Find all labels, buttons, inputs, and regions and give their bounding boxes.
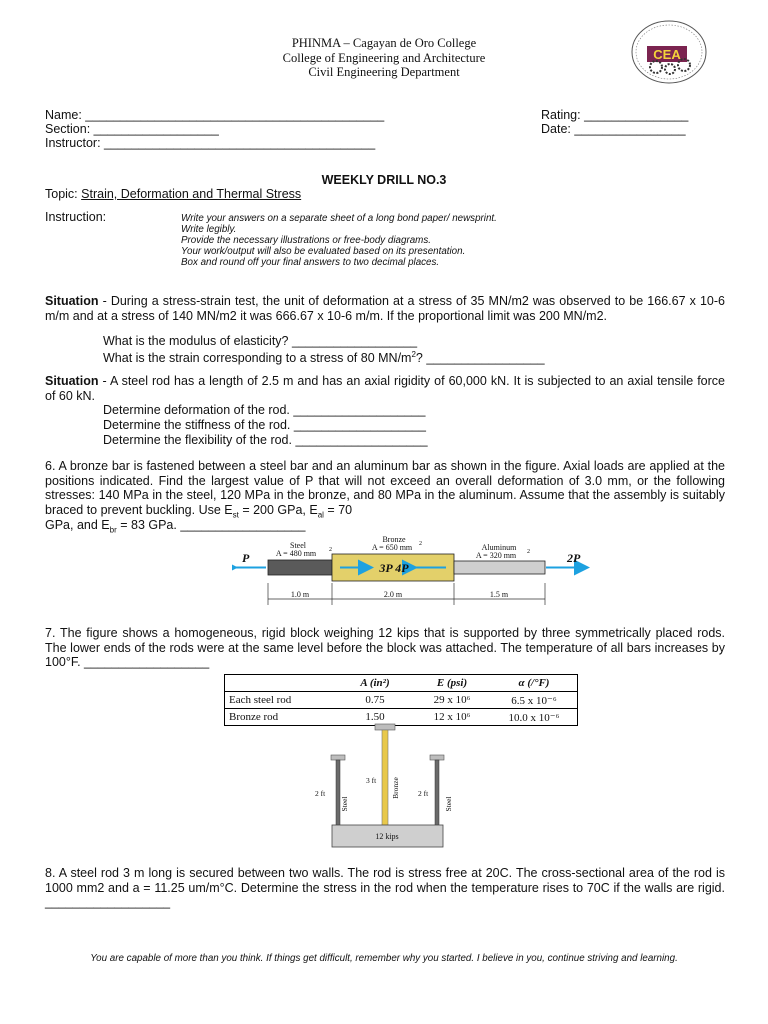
situation-label: Situation [45,374,99,388]
situation-2-body: - A steel rod has a length of 2.5 m and has an axial rigidity of 60,000 kN. It is subjected to an axial tensile force of 60 kN. [45,374,725,403]
drill-title: WEEKLY DRILL NO.3 [321,173,447,187]
instruction-item: Your work/output will also be evaluated based on its presentation. [181,246,466,257]
aluminum-area: A = 320 mm [475,551,517,560]
load-p-label: P [242,551,250,565]
situation-2-q3: Determine the flexibility of the rod. ___________________ [103,433,428,447]
steel-area-sup: 2 [329,547,332,553]
instruction-label: Instruction: [45,210,107,224]
table-header [225,675,338,692]
table-cell: 12 x 10⁶ [433,711,471,723]
q2-text: What is the strain corresponding to a stress of 80 MN/m [103,351,412,366]
problem-6-line2-post: = 83 GPa. __________________ [116,518,306,532]
right-steel-support [430,755,444,760]
table-header: α (/°F) [491,675,578,692]
problem-6-mid2: = 70 [323,502,353,517]
topic-text: Strain, Deformation and Thermal Stress [81,187,302,201]
college-department: College of Engineering and Architecture [282,51,486,65]
problem-6-text [45,459,725,523]
bronze-label: Bronze [391,777,400,799]
material-properties-table [224,674,578,726]
instruction-item: Provide the necessary illustrations or free-body diagrams. [181,235,431,246]
department-name: Civil Engineering Department [308,65,460,79]
logo-text: CEA [653,47,681,62]
aluminum-label: Aluminum [481,543,517,552]
load-mid-label: 3P 4P [379,561,409,575]
table-cell: 0.75 [337,692,413,709]
instruction-item: Write your answers on a separate sheet of a long bond paper/ newsprint. [181,213,497,224]
left-steel-label: Steel [340,796,349,812]
left-steel-length: 2 ft [315,789,326,798]
block-weight-label: 12 kips [375,832,399,841]
table-cell: 6.5 x 10⁻⁶ [491,692,578,709]
bronze-length: 3 ft [366,776,377,785]
left-steel-rod [336,760,340,830]
table-row [225,692,578,709]
right-steel-rod [435,760,439,830]
situation-2-q1: Determine deformation of the rod. ___________________ [103,403,426,417]
steel-area: A = 480 mm [275,549,317,558]
steel-label: Steel [290,541,306,550]
instructor-field[interactable]: Instructor: _______________________________________ [45,136,376,150]
aluminum-bar [454,561,545,574]
situation-1-body: - During a stress-strain test, the unit of deformation at a stress of 35 MN/m2 was observed to be 166.67 x 10-6 m/m and at a stress of 140 MN/m2 it was 666.67 x 10-6 m/m. If the proportional limit was 200 MN/m2. [45,294,725,323]
date-field[interactable]: Date: ________________ [541,122,686,136]
table-header: E (psi) [413,675,491,692]
situation-2-text [45,374,725,403]
cea-logo [630,19,708,85]
problem-6-figure [232,533,594,609]
sub-st: st [232,510,239,520]
table-cell: 29 x 10⁶ [413,692,491,709]
bronze-area: A = 650 mm [371,543,413,552]
aluminum-area-sup: 2 [527,549,530,555]
problem-8-text: 8. A steel rod 3 m long is secured between two walls. The rod is stress free at 20C. The cross-sectional area of the rod is 1000 mm2 and a = 11.25 um/m°C. Determine the stress in the rod when the temperature rises to 70C if the walls are rigid. __________________ [45,866,725,910]
bronze-support [375,724,395,730]
problem-7-figure [312,722,462,852]
problem-7-text: 7. The figure shows a homogeneous, rigid block weighing 12 kips that is supported by three symmetrically placed rods. The lower ends of the rods were at the same level before the block was attached. The temperature of all bars increases by 100°F. __________________ [45,626,725,670]
bronze-rod [382,730,388,830]
problem-6-body: 6. A bronze bar is fastened between a steel bar and an aluminum bar as shown in the figure. Axial loads are applied at the positions indicated. Find the largest value of P that will not exceed an overall deformation of 3.0 mm, or the following stresses: 140 MPa in the steel, 120 MPa in the bronze, and 80 MPa in the aluminum. Assume that the assembly is suitably braced to prevent buckling. Use E [45,459,725,517]
footer-quote: You are capable of more than you think. If things get difficult, remember why you started. I believe in you, continue striving and learning. [90,953,678,964]
q2-blank: ? _________________ [415,351,545,366]
right-steel-label: Steel [444,796,453,812]
instruction-item: Box and round off your final answers to two decimal places. [181,257,440,268]
table-cell: Each steel rod [225,692,338,709]
table-cell: 10.0 x 10⁻⁶ [508,711,560,724]
problem-6-mid1: = 200 GPa, E [238,502,318,517]
length-bronze: 2.0 m [383,590,403,599]
name-field[interactable]: Name: ___________________________________________ [45,108,385,122]
college-name: PHINMA – Cagayan de Oro College [291,36,477,50]
topic-label: Topic: [45,187,82,201]
right-steel-length: 2 ft [418,789,429,798]
table-header: A (in²) [337,675,413,692]
table-cell: Bronze rod [229,711,279,723]
q2-sup: 2 [411,350,416,359]
situation-1-q1: What is the modulus of elasticity? __________________ [103,334,418,348]
situation-1-q2 [103,347,545,366]
situation-label: Situation [45,294,99,308]
rating-field[interactable]: Rating: _______________ [541,108,689,122]
sub-br: br [109,525,117,535]
steel-bar [268,560,332,575]
table-cell: 1.50 [365,711,385,723]
left-steel-support [331,755,345,760]
problem-6-line2-pre: GPa, and E [45,518,110,532]
load-2p-label: 2P [567,551,581,565]
length-aluminum: 1.5 m [489,590,509,599]
situation-1-text [45,294,725,323]
section-field[interactable]: Section: __________________ [45,122,219,136]
length-steel: 1.0 m [290,590,310,599]
situation-2-q2: Determine the stiffness of the rod. ___________________ [103,418,426,432]
sub-al: al [317,510,324,520]
bronze-area-sup: 2 [419,541,422,547]
topic-line [45,187,301,202]
instruction-item: Write legibly. [181,224,237,235]
bronze-label: Bronze [382,535,406,544]
